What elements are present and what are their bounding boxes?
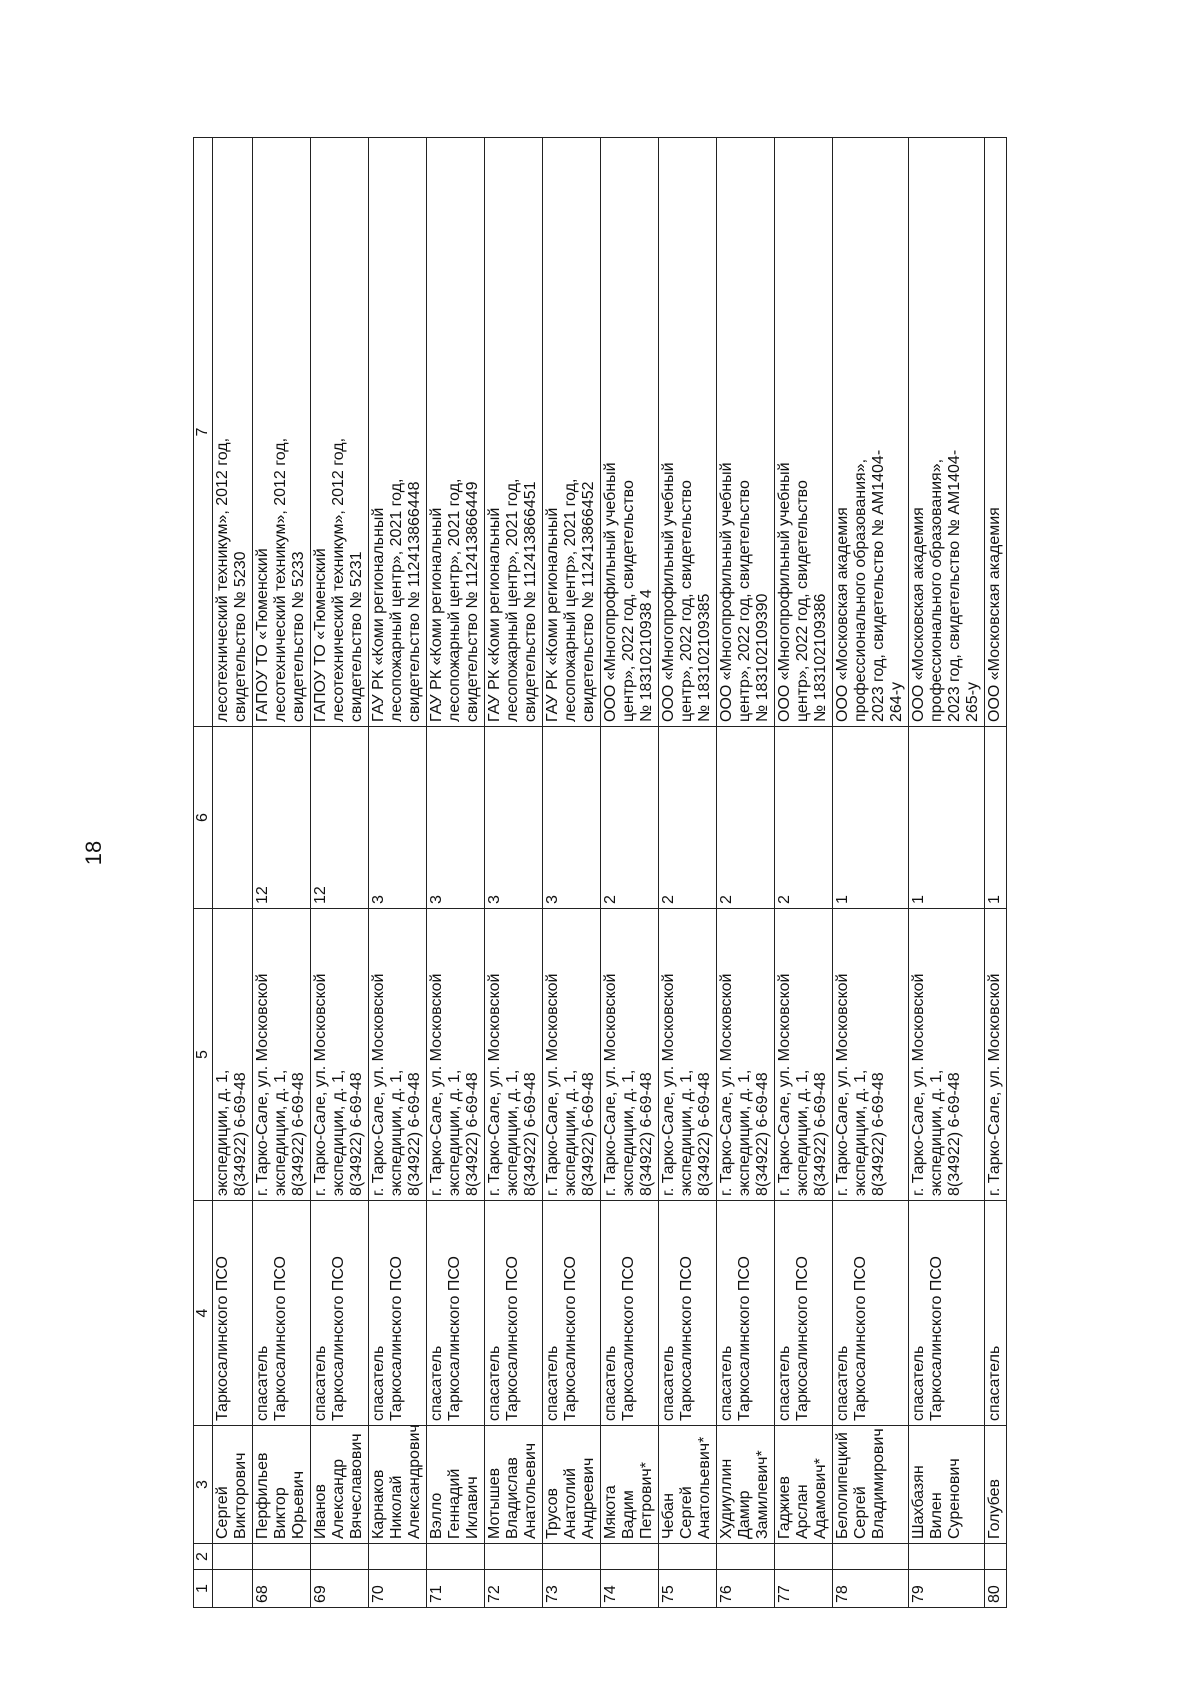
address-cell: г. Тарко-Сале, ул. Московской: [985, 909, 1007, 1201]
person-name: Шахбазян Вилен Суренович: [909, 1426, 985, 1544]
table-row: [543, 138, 601, 1608]
table-row: [485, 138, 543, 1608]
position-cell: спасатель Таркосалинского ПСО: [311, 1201, 369, 1426]
position-cell: спасатель Таркосалинского ПСО: [833, 1201, 909, 1426]
table-row: [775, 138, 833, 1608]
quantity-cell: 1: [909, 727, 985, 909]
quantity-cell: 2: [717, 727, 775, 909]
table-row: [311, 138, 369, 1608]
column-header-6: 6: [194, 727, 213, 909]
personnel-table: [193, 137, 1007, 1608]
position-cell: спасатель Таркосалинского ПСО: [427, 1201, 485, 1426]
page-number: 18: [81, 840, 106, 866]
row-number: 68: [253, 1570, 311, 1608]
address-cell: г. Тарко-Сале, ул. Московской экспедиции, д. 1, 8(34922) 6-69-48: [543, 909, 601, 1201]
quantity-cell: 1: [833, 727, 909, 909]
address-cell: г. Тарко-Сале, ул. Московской экспедиции, д. 1, 8(34922) 6-69-48: [909, 909, 985, 1201]
address-cell: г. Тарко-Сале, ул. Московской экспедиции, д. 1, 8(34922) 6-69-48: [601, 909, 659, 1201]
column-header-2: 2: [194, 1544, 213, 1570]
column-2-cell: [253, 1544, 311, 1570]
table-row: [659, 138, 717, 1608]
table-row: [833, 138, 909, 1608]
position-cell: спасатель Таркосалинского ПСО: [543, 1201, 601, 1426]
row-number: 80: [985, 1570, 1007, 1608]
education-cell: ООО «Московская академия: [985, 138, 1007, 727]
quantity-cell: 2: [659, 727, 717, 909]
person-name: Трусов Анатолий Андреевич: [543, 1426, 601, 1544]
address-cell: г. Тарко-Сале, ул. Московской экспедиции, д. 1, 8(34922) 6-69-48: [775, 909, 833, 1201]
row-number: 79: [909, 1570, 985, 1608]
column-header-1: 1: [194, 1570, 213, 1608]
person-name: Гаджиев Арслан Адамович*: [775, 1426, 833, 1544]
column-2-cell: [775, 1544, 833, 1570]
header-row: [194, 138, 213, 1608]
table-row: [909, 138, 985, 1608]
position-cell: спасатель Таркосалинского ПСО: [909, 1201, 985, 1426]
quantity-cell: 3: [369, 727, 427, 909]
position-cell: спасатель Таркосалинского ПСО: [369, 1201, 427, 1426]
address-cell: экспедиции, д. 1, 8(34922) 6-69-48: [213, 909, 253, 1201]
column-2-cell: [213, 1544, 253, 1570]
table-row: [601, 138, 659, 1608]
person-name: Мякота Вадим Петрович*: [601, 1426, 659, 1544]
row-number: 77: [775, 1570, 833, 1608]
address-cell: г. Тарко-Сале, ул. Московской экспедиции, д. 1, 8(34922) 6-69-48: [253, 909, 311, 1201]
row-number: 75: [659, 1570, 717, 1608]
row-number: 73: [543, 1570, 601, 1608]
column-header-7: 7: [194, 138, 213, 727]
quantity-cell: 1: [985, 727, 1007, 909]
education-cell: ГАПОУ ТО «Тюменский лесотехнический техникум», 2012 год, свидетельство № 5231: [311, 138, 369, 727]
person-name: Перфильев Виктор Юрьевич: [253, 1426, 311, 1544]
education-cell: ООО «Многопрофильный учебный центр», 2022 год, свидетельство № 183102109386: [775, 138, 833, 727]
table-row: [369, 138, 427, 1608]
person-name: Голубев: [985, 1426, 1007, 1544]
position-cell: спасатель Таркосалинского ПСО: [717, 1201, 775, 1426]
table-row: [717, 138, 775, 1608]
education-cell: ГАУ РК «Коми региональный лесопожарный центр», 2021 год, свидетельство № 112413866452: [543, 138, 601, 727]
quantity-cell: 2: [775, 727, 833, 909]
column-header-4: 4: [194, 1201, 213, 1426]
education-cell: ООО «Московская академия профессионального образования», 2023 год, свидетельство № АМ1404- 264-у: [833, 138, 909, 727]
quantity-cell: 12: [311, 727, 369, 909]
address-cell: г. Тарко-Сале, ул. Московской экспедиции, д. 1, 8(34922) 6-69-48: [717, 909, 775, 1201]
education-cell: ООО «Московская академия профессионального образования», 2023 год, свидетельство № АМ1404- 265-у: [909, 138, 985, 727]
position-cell: спасатель Таркосалинского ПСО: [659, 1201, 717, 1426]
column-2-cell: [543, 1544, 601, 1570]
education-cell: ГАУ РК «Коми региональный лесопожарный центр», 2021 год, свидетельство № 112413866451: [485, 138, 543, 727]
address-cell: г. Тарко-Сале, ул. Московской экспедиции, д. 1, 8(34922) 6-69-48: [833, 909, 909, 1201]
row-number: 78: [833, 1570, 909, 1608]
person-name: Мотышев Владислав Анатольевич: [485, 1426, 543, 1544]
table-row: [213, 138, 253, 1608]
column-2-cell: [427, 1544, 485, 1570]
row-number: 70: [369, 1570, 427, 1608]
row-number: 74: [601, 1570, 659, 1608]
person-name: Чебан Сергей Анатольевич*: [659, 1426, 717, 1544]
person-name: Худиуллин Дамир Замилевич*: [717, 1426, 775, 1544]
education-cell: ГАУ РК «Коми региональный лесопожарный центр», 2021 год, свидетельство № 112413866449: [427, 138, 485, 727]
address-cell: г. Тарко-Сале, ул. Московской экспедиции, д. 1, 8(34922) 6-69-48: [427, 909, 485, 1201]
column-2-cell: [369, 1544, 427, 1570]
position-cell: Таркосалинского ПСО: [213, 1201, 253, 1426]
table-row: [253, 138, 311, 1608]
education-cell: ГАПОУ ТО «Тюменский лесотехнический техникум», 2012 год, свидетельство № 5233: [253, 138, 311, 727]
position-cell: спасатель Таркосалинского ПСО: [601, 1201, 659, 1426]
column-header-3: 3: [194, 1426, 213, 1544]
column-2-cell: [659, 1544, 717, 1570]
column-header-5: 5: [194, 909, 213, 1201]
column-2-cell: [833, 1544, 909, 1570]
quantity-cell: 3: [427, 727, 485, 909]
position-cell: спасатель: [985, 1201, 1007, 1426]
education-cell: ООО «Многопрофильный учебный центр», 2022 год, свидетельство № 183102109385: [659, 138, 717, 727]
column-2-cell: [601, 1544, 659, 1570]
row-number: 71: [427, 1570, 485, 1608]
rotated-table-container: [193, 138, 1093, 1608]
address-cell: г. Тарко-Сале, ул. Московской экспедиции, д. 1, 8(34922) 6-69-48: [369, 909, 427, 1201]
table-row: [427, 138, 485, 1608]
position-cell: спасатель Таркосалинского ПСО: [253, 1201, 311, 1426]
column-2-cell: [311, 1544, 369, 1570]
table-row: [985, 138, 1007, 1608]
person-name: Сергей Викторович: [213, 1426, 253, 1544]
column-2-cell: [985, 1544, 1007, 1570]
quantity-cell: [213, 727, 253, 909]
address-cell: г. Тарко-Сале, ул. Московской экспедиции, д. 1, 8(34922) 6-69-48: [485, 909, 543, 1201]
table-body: [213, 138, 1007, 1608]
position-cell: спасатель Таркосалинского ПСО: [485, 1201, 543, 1426]
row-number: 69: [311, 1570, 369, 1608]
education-cell: ООО «Многопрофильный учебный центр», 2022 год, свидетельство № 18310210938 4: [601, 138, 659, 727]
column-2-cell: [485, 1544, 543, 1570]
row-number: [213, 1570, 253, 1608]
row-number: 72: [485, 1570, 543, 1608]
person-name: Карнаков Николай Александрович: [369, 1426, 427, 1544]
row-number: 76: [717, 1570, 775, 1608]
education-cell: ГАУ РК «Коми региональный лесопожарный центр», 2021 год, свидетельство № 112413866448: [369, 138, 427, 727]
quantity-cell: 2: [601, 727, 659, 909]
position-cell: спасатель Таркосалинского ПСО: [775, 1201, 833, 1426]
quantity-cell: 3: [485, 727, 543, 909]
person-name: Иванов Александр Вячеславович: [311, 1426, 369, 1544]
person-name: Вэлло Геннадий Иклавич: [427, 1426, 485, 1544]
quantity-cell: 12: [253, 727, 311, 909]
address-cell: г. Тарко-Сале, ул. Московской экспедиции, д. 1, 8(34922) 6-69-48: [311, 909, 369, 1201]
address-cell: г. Тарко-Сале, ул. Московской экспедиции, д. 1, 8(34922) 6-69-48: [659, 909, 717, 1201]
column-2-cell: [909, 1544, 985, 1570]
column-2-cell: [717, 1544, 775, 1570]
education-cell: ООО «Многопрофильный учебный центр», 2022 год, свидетельство № 183102109390: [717, 138, 775, 727]
quantity-cell: 3: [543, 727, 601, 909]
person-name: Белолипецкий Сергей Владимирович: [833, 1426, 909, 1544]
education-cell: лесотехнический техникум», 2012 год, свидетельство № 5230: [213, 138, 253, 727]
